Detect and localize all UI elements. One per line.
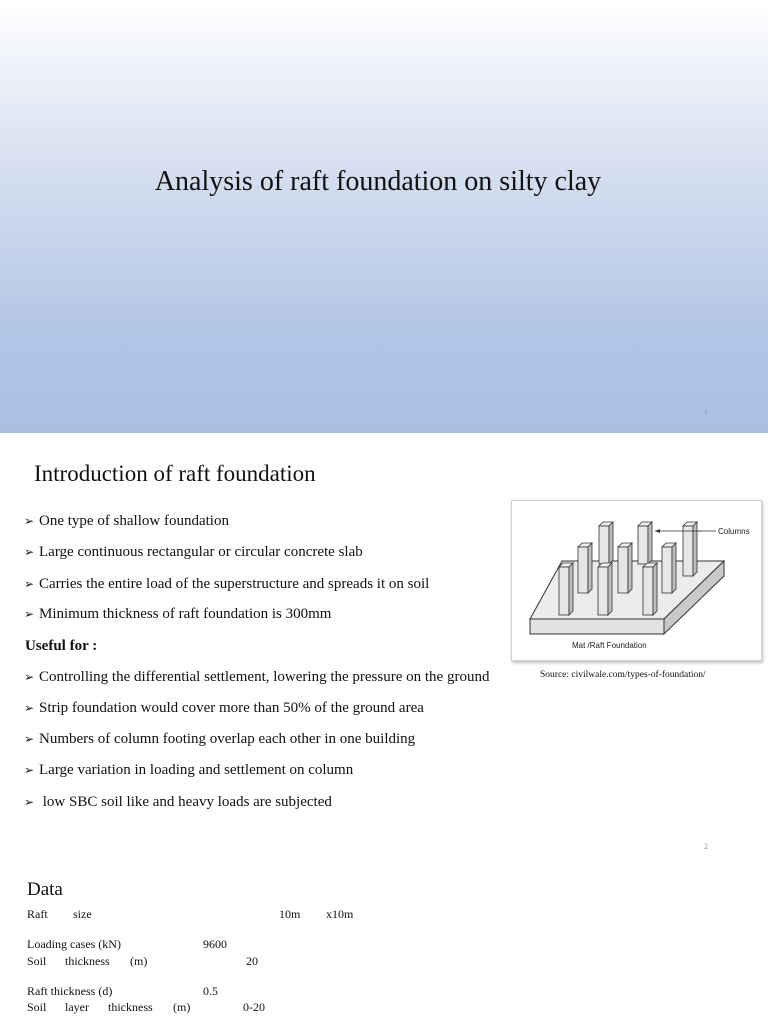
- arrow-bullet-icon: ➢: [24, 577, 35, 591]
- list-item: ➢ Large continuous rectangular or circular concrete slab: [24, 544, 363, 560]
- raft-thickness-value: 0.5: [203, 984, 218, 998]
- useful-for-label: Useful for :: [25, 638, 98, 654]
- list-item: ➢ Minimum thickness of raft foundation is 300mm: [24, 606, 332, 622]
- columns-label: Columns: [718, 527, 750, 536]
- presentation-title: Analysis of raft foundation on silty clay: [154, 166, 602, 197]
- soil-layer-label: (m): [173, 1000, 191, 1014]
- raft-foundation-diagram: [511, 500, 762, 661]
- title-slide: [0, 0, 768, 433]
- raft-label: size: [73, 907, 92, 921]
- arrow-bullet-icon: ➢: [24, 795, 35, 809]
- page-number: 1: [704, 408, 708, 417]
- figure-source: Source: civilwale.com/types-of-foundation/: [540, 670, 706, 680]
- soil-thickness-label: Soil: [27, 954, 47, 968]
- soil-thickness-label: (m): [130, 954, 148, 968]
- arrow-bullet-icon: ➢: [24, 732, 35, 746]
- slide-heading: Introduction of raft foundation: [34, 461, 316, 486]
- list-item: ➢ Controlling the differential settlement, lowering the pressure on the ground: [24, 669, 490, 685]
- list-item: ➢ Large variation in loading and settlement on column: [24, 762, 354, 778]
- raft-label: Raft: [27, 907, 48, 921]
- raft-foundation-illustration: [512, 501, 761, 660]
- list-item: ➢ Carries the entire load of the superstructure and spreads it on soil: [24, 576, 430, 592]
- arrow-bullet-icon: ➢: [24, 607, 35, 621]
- loading-value: 9600: [203, 937, 227, 951]
- soil-thickness-label: thickness: [65, 954, 110, 968]
- arrow-bullet-icon: ➢: [24, 545, 35, 559]
- raft-size-value: 10m: [279, 907, 301, 921]
- slide-heading: Data: [27, 879, 63, 900]
- introduction-slide: [0, 433, 768, 863]
- list-item: ➢ low SBC soil like and heavy loads are subjected: [24, 794, 332, 810]
- arrow-bullet-icon: ➢: [24, 514, 35, 528]
- soil-layer-value: 0-20: [243, 1000, 265, 1014]
- loading-label: Loading cases (kN): [27, 937, 121, 951]
- arrow-bullet-icon: ➢: [24, 701, 35, 715]
- raft-size-value: x10m: [326, 907, 354, 921]
- soil-layer-label: thickness: [108, 1000, 153, 1014]
- soil-layer-label: Soil: [27, 1000, 47, 1014]
- data-slide: [0, 863, 768, 1024]
- soil-layer-label: layer: [65, 1000, 89, 1014]
- raft-thickness-label: Raft thickness (d): [27, 984, 113, 998]
- arrow-bullet-icon: ➢: [24, 670, 35, 684]
- arrow-bullet-icon: ➢: [24, 763, 35, 777]
- list-item: ➢ Strip foundation would cover more than 50% of the ground area: [24, 700, 424, 716]
- figure-caption: Mat /Raft Foundation: [572, 641, 647, 650]
- page-number: 2: [704, 842, 708, 851]
- soil-thickness-value: 20: [246, 954, 258, 968]
- list-item: ➢ One type of shallow foundation: [24, 513, 229, 529]
- list-item: ➢ Numbers of column footing overlap each other in one building: [24, 731, 416, 747]
